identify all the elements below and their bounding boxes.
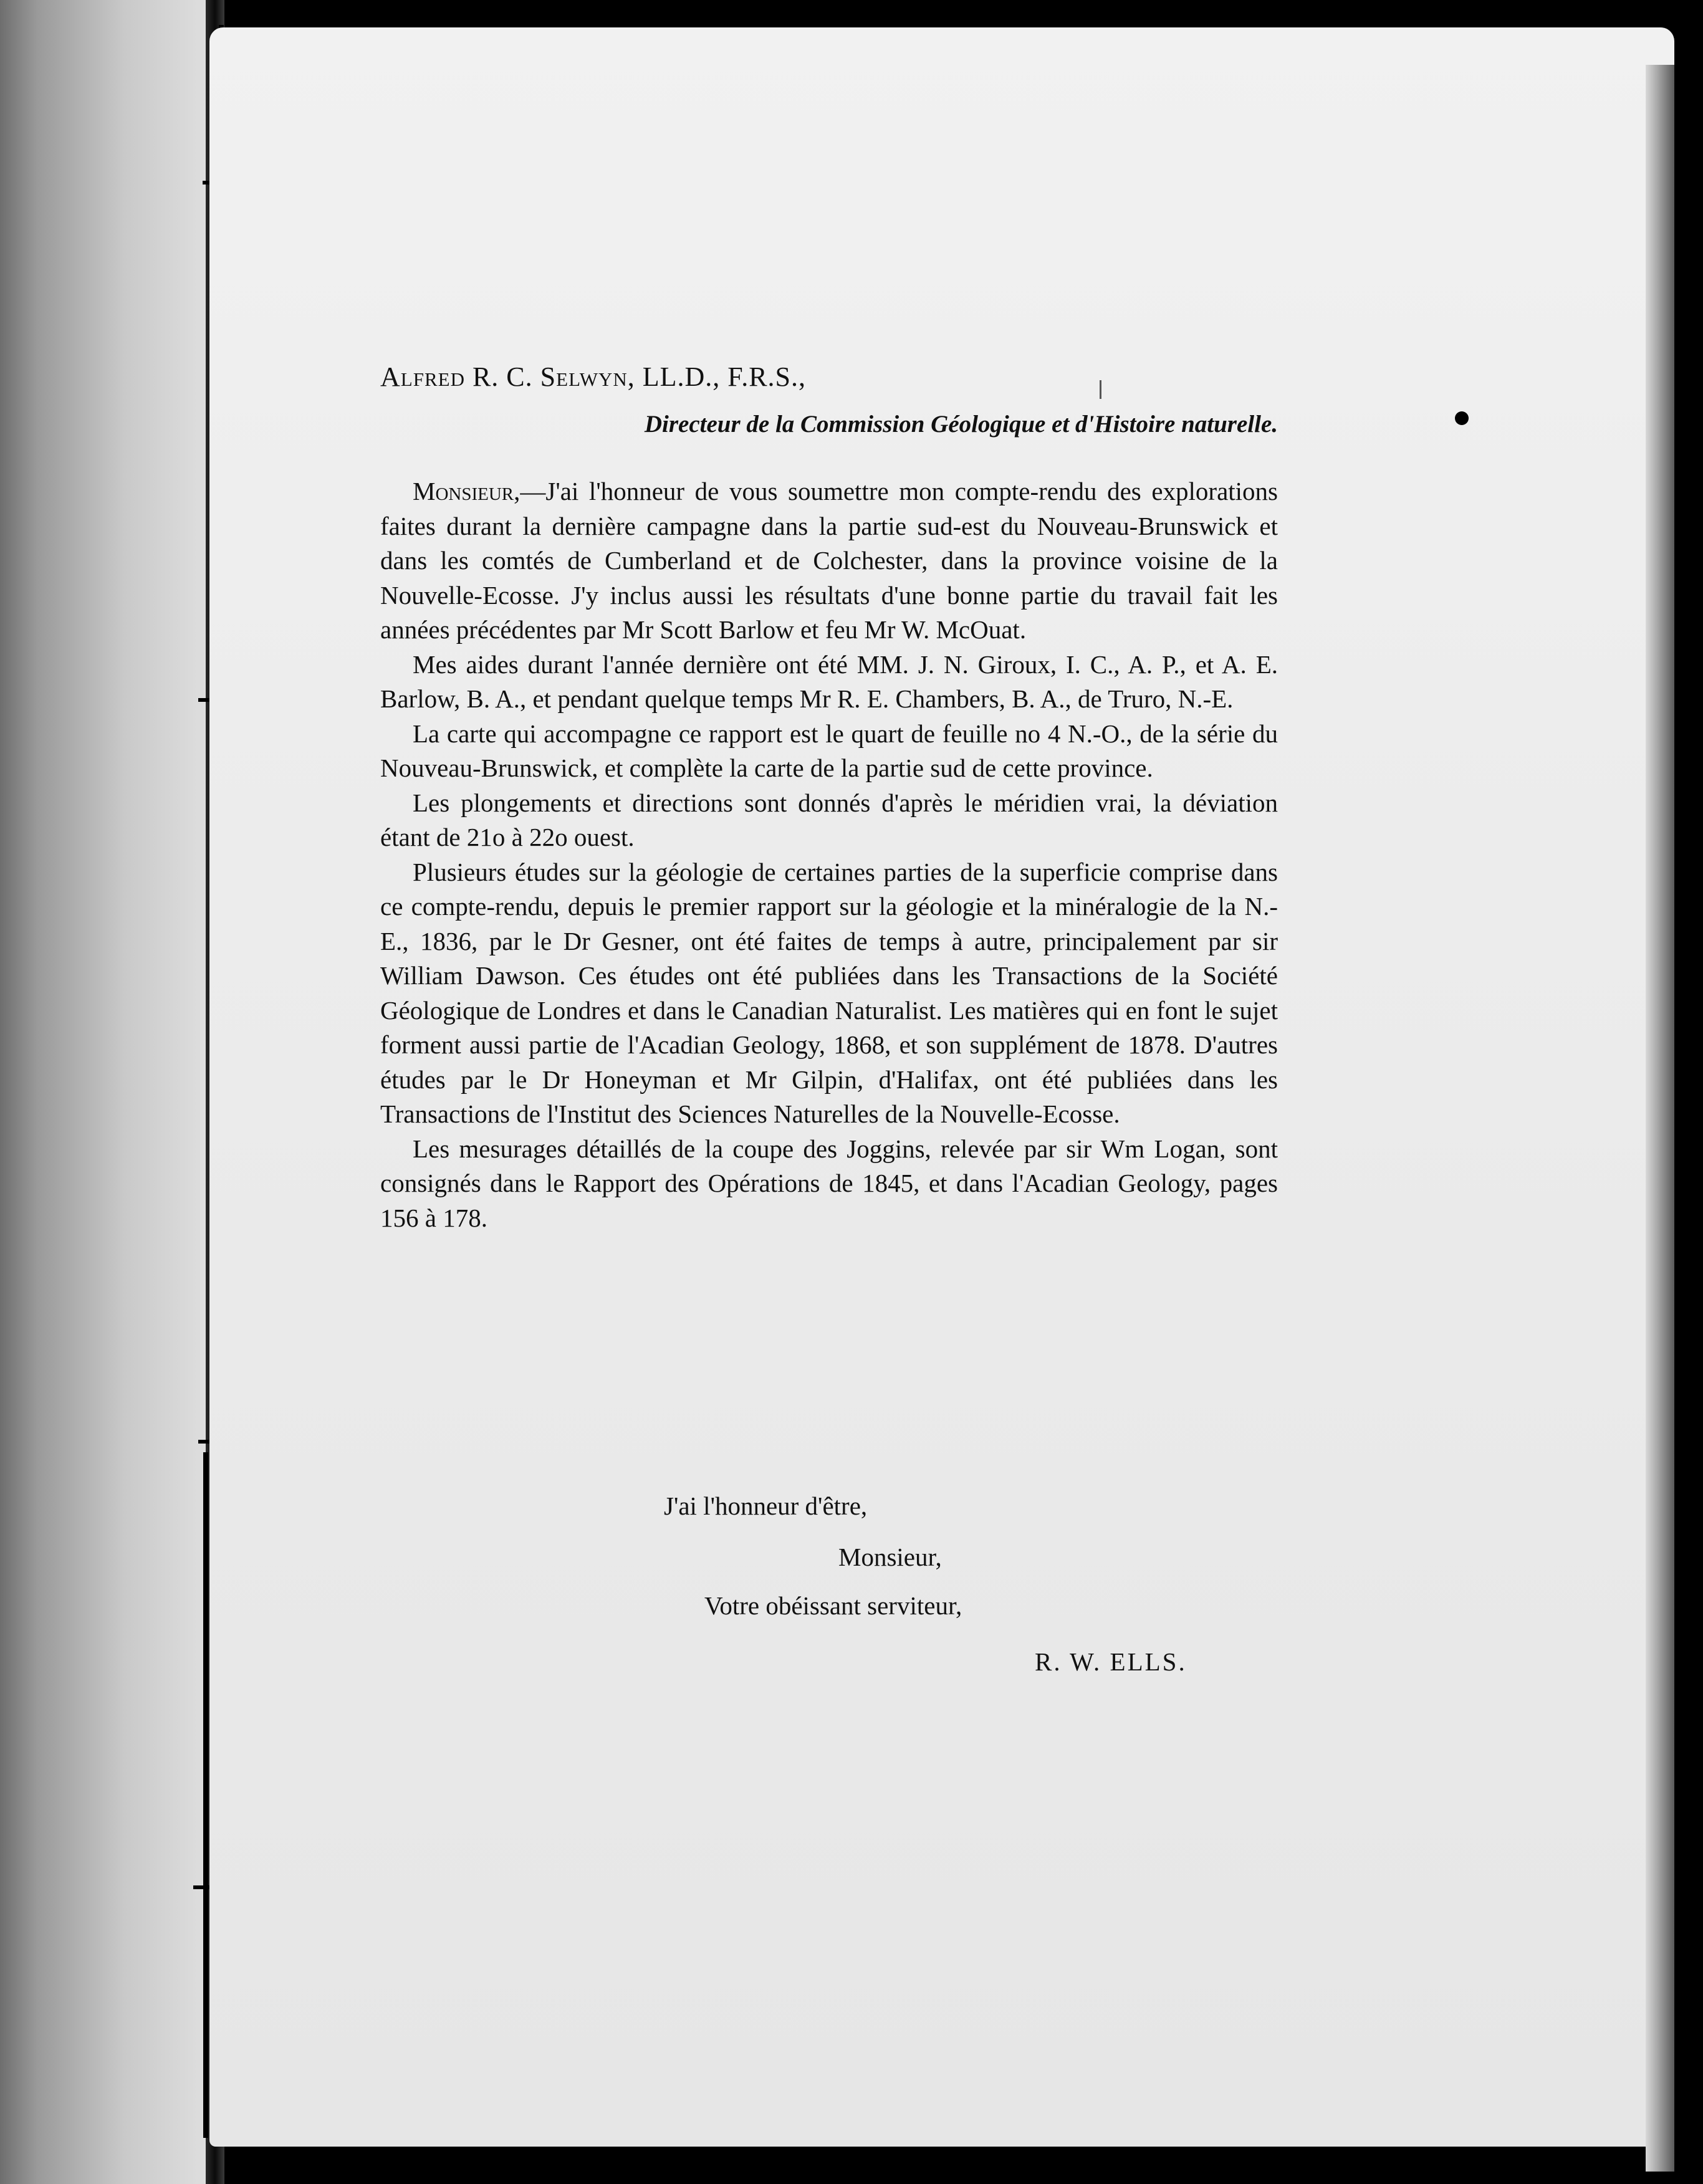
paragraph-3: La carte qui accompagne ce rapport est le quart de feuille no 4 N.-O., de la série du Nouveau-Brunswick, et complète la carte de la partie sud de cette province. [380,719,1278,782]
letter-body [380,358,1278,1235]
addressee-surname: Selwyn [540,362,628,392]
addressee-first-name: Alfred [380,362,465,392]
paragraph-4: Les plongements et directions sont donnés d'après le méridien vrai, la déviation étant de 21o à 22o ouest. [380,788,1278,851]
facing-page [0,0,216,2184]
closing-line-2: Monsieur, [838,1543,942,1571]
closing-line-1: J'ai l'honneur d'être, [664,1492,868,1520]
addressee-initials: R. C. [464,362,540,392]
paragraph-5: Plusieurs études sur la géologie de certaines parties de la superficie comprise dans ce compte-rendu, depuis le premier rapport sur la géologie et la minéralogie de la N.-E., 1836, par le Dr Gesner, ont été faites de temps à autre, principalement par sir William Dawson. Ces études ont été publiées dans les Transactions de la Société Géologique de Londres et dans le Canadian Naturalist. Les matières qui en font le sujet forment aussi partie de l'Acadian Geology, 1868, et son supplément de 1878. D'autres études par le Dr Honeyman et Mr Gilpin, d'Halifax, ont été publiées dans les Transactions de l'Institut des Sciences Naturelles de la Nouvelle-Ecosse. [380,857,1278,1128]
letter-paragraphs [380,474,1278,1235]
paragraph-1: Monsieur,—J'ai l'honneur de vous soumettre mon compte-rendu des explorations faites durant la dernière campagne dans la partie sud-est du Nouveau-Brunswick et dans les comtés de Cumberland et de Colchester, dans la province voisine de la Nouvelle-Ecosse. J'y inclus aussi les résultats d'une bonne partie du travail fait les années précédentes par Mr Scott Barlow et feu Mr W. McOuat. [380,477,1278,644]
signature: R. W. ELLS. [1035,1647,1187,1676]
addressee-line [380,358,1278,396]
salutation: Monsieur, [413,477,520,505]
paragraph-6: Les mesurages détaillés de la coupe des Joggins, relevée par sir Wm Logan, sont consignés dans le Rapport des Opérations de 1845, et dans l'Acadian Geology, pages 156 à 178. [380,1134,1278,1232]
addressee-suffix: , LL.D., F.R.S., [627,362,807,392]
addressee-title: Directeur de la Commission Géologique et d'Histoire naturelle. [644,411,1278,438]
binding-thread-bottom [203,1452,208,2138]
paragraph-2: Mes aides durant l'année dernière ont été MM. J. N. Giroux, I. C., A. P., et A. E. Barlow, B. A., et pendant quelque temps Mr R. E. Chambers, B. A., de Truro, N.-E. [380,649,1278,713]
closing-line-3: Votre obéissant serviteur, [704,1591,962,1620]
margin-mark [1455,411,1469,425]
page-edge-shadow [1646,65,1674,2172]
